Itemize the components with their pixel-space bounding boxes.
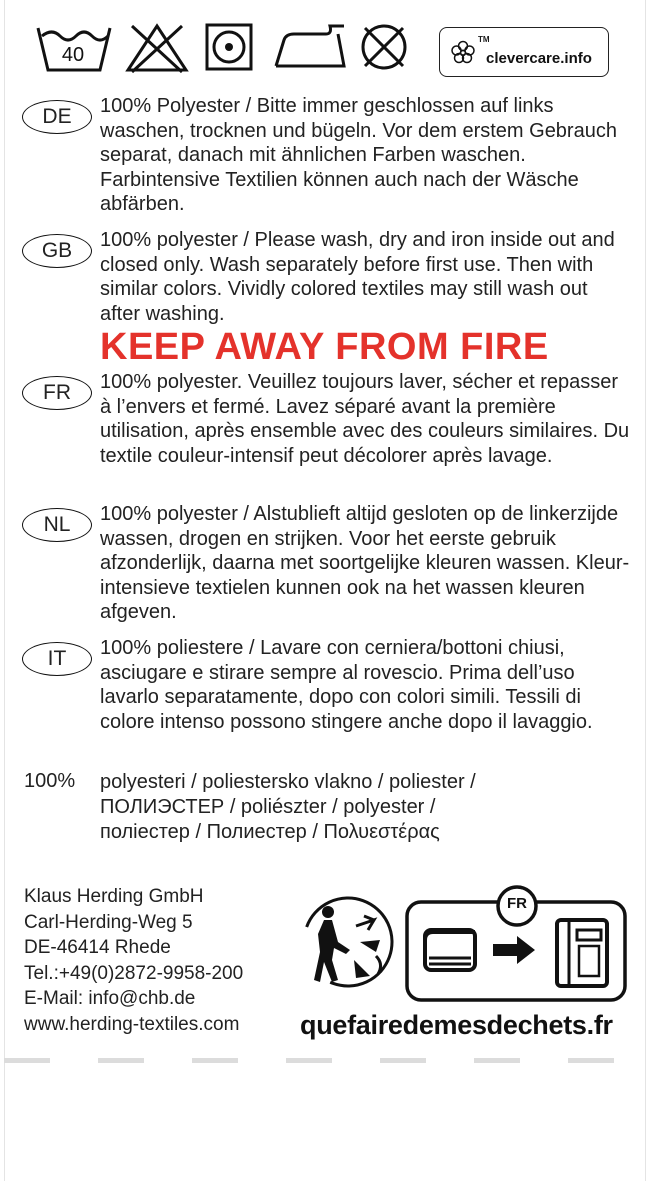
- no-bleach-icon: [124, 20, 190, 74]
- triman-icon: [298, 890, 398, 999]
- trademark: TM: [478, 35, 490, 44]
- company-website: www.herding-textiles.com: [24, 1013, 240, 1035]
- lang-badge: GB: [22, 234, 92, 268]
- clevercare-text: clevercare.info: [486, 50, 592, 67]
- lang-badge: IT: [22, 642, 92, 676]
- iron-icon: [272, 20, 348, 74]
- polyester-translations: [100, 770, 476, 845]
- polyester-line: поліестер / Полиестер / Πολυεστέρας: [100, 821, 440, 843]
- fr-badge-label: FR: [507, 895, 527, 912]
- lang-text: 100% poliestere / Lavare con cerniera/bottoni chiusi, asciugare e stirare sempre al rovescio. Prima dell’uso lavarlo separatamente, dopo con colori simili. Tessili di colore intenso possono stingere anche dopo il lavaggio.: [100, 637, 593, 733]
- wash-40-icon: [36, 20, 112, 74]
- company-city: DE-46414 Rhede: [24, 937, 171, 958]
- polyester-line: ПОЛИЭСТЕР / poliészter / polyester /: [100, 796, 436, 818]
- company-street: Carl-Herding-Weg 5: [24, 911, 193, 933]
- wash-temperature: 40: [61, 44, 85, 66]
- polyester-percent: 100%: [24, 770, 76, 792]
- lang-badge: NL: [22, 508, 92, 542]
- clevercare-logo: [439, 27, 609, 77]
- lang-text: 100% Polyester / Bitte immer geschlossen auf links waschen, trocknen und bügeln. Vor dem erstem Gebrauch separat, danach mit ähnlichen Farben waschen. Farbintensive Textilien können auch nach der Wäsche abfärben.: [100, 95, 617, 215]
- lang-text: 100% polyester / Alstublieft altijd gesloten op de linkerzijde wassen, drogen en strijken. Voor het eerste gebruik afzonderlijk, daarna met soortgelijke kleuren wassen. Kleur-intensieve textielen kunnen ook na het wassen kleuren afgeven.: [100, 503, 630, 623]
- no-dry-clean-icon: [356, 20, 412, 74]
- quefaire-url: quefairedemesdechets.fr: [300, 1010, 613, 1040]
- lang-text: 100% polyester / Please wash, dry and iron inside out and closed only. Wash separately before first use. Then with similar colors. Vividly colored textiles may still wash out after washing.: [100, 229, 615, 325]
- company-address: [24, 884, 243, 1037]
- polyester-line: polyesteri / poliestersko vlakno / poliester /: [100, 771, 476, 793]
- lang-badge: DE: [22, 100, 92, 134]
- fire-warning: KEEP AWAY FROM FIRE: [100, 326, 549, 368]
- company-name: Klaus Herding GmbH: [24, 886, 204, 907]
- collection-bin-icon: [557, 920, 607, 986]
- lang-badge: FR: [22, 376, 92, 410]
- tumble-dry-icon: [204, 20, 254, 74]
- fr-badge: [495, 884, 539, 933]
- company-email: E-Mail: info@chb.de: [24, 988, 196, 1009]
- company-phone: Tel.:+49(0)2872-9958-200: [24, 962, 244, 984]
- flower-icon: [450, 40, 476, 66]
- textile-icon: [425, 930, 475, 970]
- cut-line: [4, 1058, 646, 1064]
- lang-text: 100% polyester. Veuillez toujours laver, sécher et repasser à l’envers et fermé. Lavez séparé avant la première utilisation, après ensemble avec des couleurs similaires. Du textile couleur-intensif peut décolorer après lavage.: [100, 371, 630, 467]
